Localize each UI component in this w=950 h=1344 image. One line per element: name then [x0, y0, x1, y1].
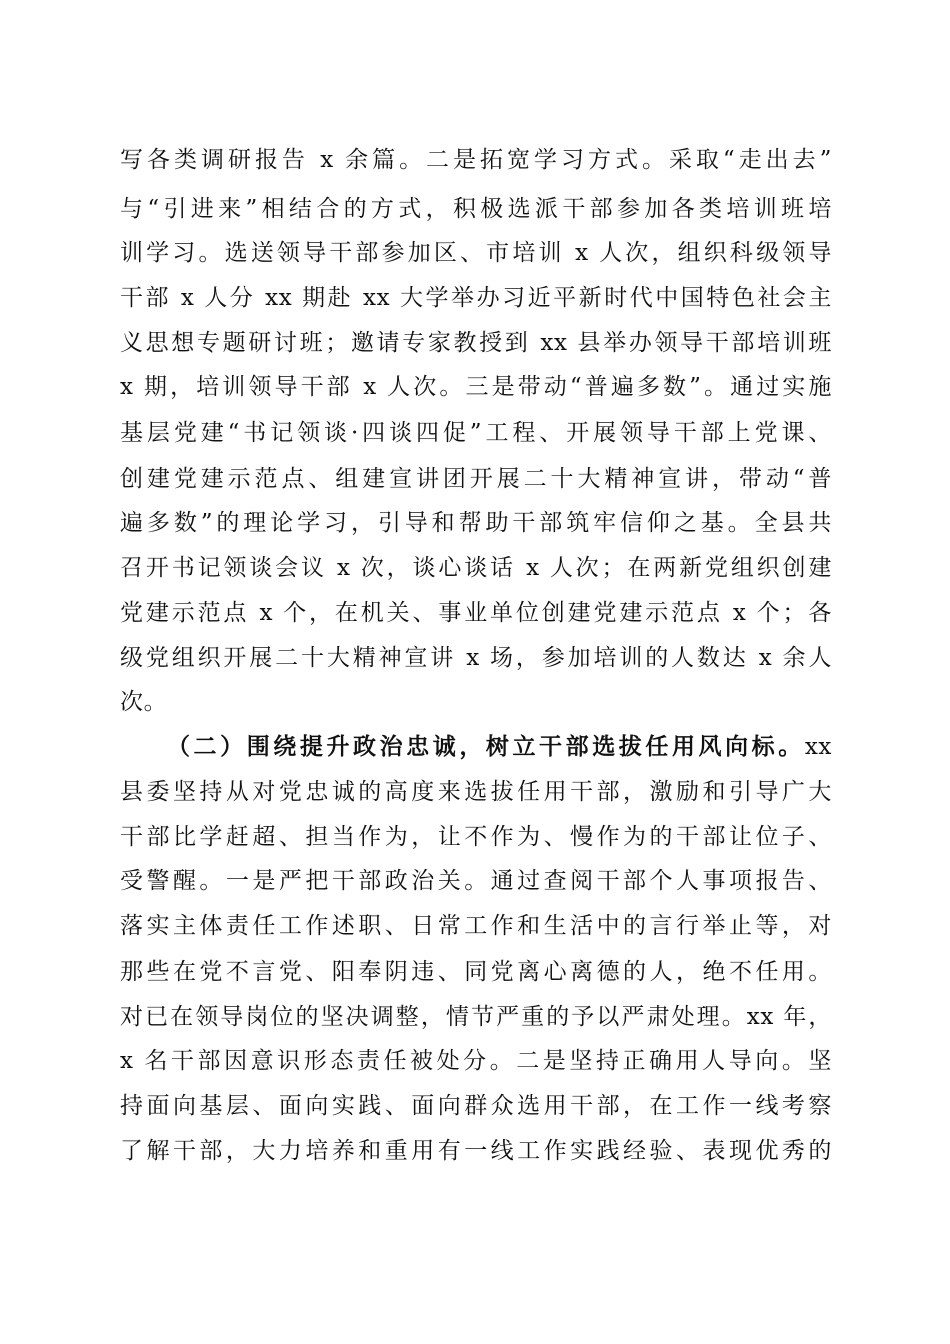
paragraph-line: 县委坚持从对党忠诚的高度来选拔任用干部，激励和引导广大 [120, 779, 832, 805]
paragraph-line: 干部 x 人分 xx 期赴 xx 大学举办习近平新时代中国特色社会主 [120, 285, 832, 311]
paragraph-line: x 期，培训领导干部 x 人次。三是带动“普遍多数”。通过实施 [120, 374, 832, 400]
paragraph-line: 那些在党不言党、阳奉阴违、同党离心离德的人，绝不任用。 [120, 959, 832, 985]
paragraph-line: 义思想专题研讨班；邀请专家教授到 xx 县举办领导干部培训班 [120, 330, 832, 356]
paragraph-line: 基层党建“书记领谈·四谈四促”工程、开展领导干部上党课、 [120, 420, 832, 446]
paragraph-line: 召开书记领谈会议 x 次，谈心谈话 x 人次；在两新党组织创建 [120, 555, 832, 581]
section-heading-tail: xx [804, 734, 832, 760]
paragraph-line: 党建示范点 x 个，在机关、事业单位创建党建示范点 x 个；各 [120, 600, 832, 626]
paragraph-line: 写各类调研报告 x 余篇。二是拓宽学习方式。采取“走出去” [120, 147, 832, 173]
paragraph-line: 了解干部，大力培养和重用有一线工作实践经验、表现优秀的 [120, 1138, 832, 1164]
paragraph-line: 级党组织开展二十大精神宣讲 x 场，参加培训的人数达 x 余人 [120, 645, 832, 671]
paragraph-line: x 名干部因意识形态责任被处分。二是坚持正确用人导向。坚 [120, 1048, 832, 1074]
paragraph-line: 落实主体责任工作述职、日常工作和生活中的言行举止等，对 [120, 913, 832, 939]
section-heading-line [120, 732, 832, 762]
paragraph-line: 持面向基层、面向实践、面向群众选用干部，在工作一线考察 [120, 1093, 832, 1119]
paragraph-line: 训学习。选送领导干部参加区、市培训 x 人次，组织科级领导 [120, 240, 832, 266]
section-heading: （二）围绕提升政治忠诚，树立干部选拔任用风向标。 [164, 733, 805, 760]
paragraph-line: 干部比学赶超、担当作为，让不作为、慢作为的干部让位子、 [120, 824, 832, 850]
paragraph-line: 受警醒。一是严把干部政治关。通过查阅干部个人事项报告、 [120, 868, 832, 894]
paragraph-line: 遍多数”的理论学习，引导和帮助干部筑牢信仰之基。全县共 [120, 510, 832, 536]
paragraph-line: 次。 [120, 689, 168, 715]
paragraph-line: 对已在领导岗位的坚决调整，情节严重的予以严肃处理。xx 年， [120, 1004, 832, 1030]
paragraph-line: 与“引进来”相结合的方式，积极选派干部参加各类培训班培 [120, 196, 832, 222]
paragraph-line: 创建党建示范点、组建宣讲团开展二十大精神宣讲，带动“普 [120, 466, 832, 492]
